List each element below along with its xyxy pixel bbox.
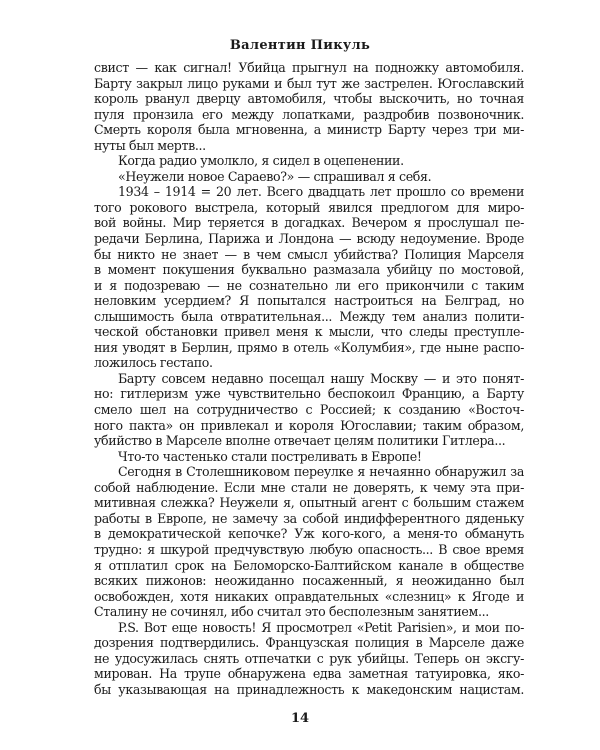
text-line: Смерть короля была мгновенна, а министр Барту через три ми- [94,122,524,138]
text-line: трудно: я шкурой предчувствую любую опасность... В свое время [94,541,524,557]
text-line: Что-то частенько стали постреливать в Европе! [118,448,422,464]
text-line: и я подозреваю — не сознательно ли его прикончили с таким [94,277,524,293]
text-line: но: гитлеризм уже чувствительно беспокоил Францию, а Барту [94,386,524,402]
text-line: ложилось гестапо. [94,355,213,371]
text-line: нуты был мертв... [94,137,206,153]
text-line: ного пакта» он привлекал и короля Югославии; таким образом, [94,417,524,433]
text-line: «Неужели новое Сараево?» — спрашивал я себя. [118,168,432,184]
text-line: не удосужилась снять отпечатки с рук убийцы. Теперь он эксгу- [94,650,524,666]
text-line: смело шел на сотрудничество с Россией; к созданию «Восточ- [94,402,524,418]
text-line: Барту совсем недавно посещал нашу Москву — и это понят- [118,370,524,386]
text-line: всяких пижонов: неожиданно посаженный, я неожиданно был [94,573,524,589]
text-line: бы указывающая на принадлежность к македонским нацистам. [94,681,524,697]
text-line: 1934 – 1914 = 20 лет. Всего двадцать лет прошло со времени [118,184,524,200]
text-line: P.S. Вот еще новость! Я просмотрел «Petit Parisien», и мои по- [118,619,524,635]
text-line: в демократической кепочке? Уж кого-кого, а меня-то обмануть [94,526,524,542]
text-line: бы никто не знает — в чем смысл убийства? Полиция Марселя [94,246,524,262]
text-line: дозрения подтвердились. Французская полиция в Марселе даже [94,635,524,651]
text-line: Барту закрыл лицо руками и был тут же застрелен. Югославский [94,75,524,91]
page-number: 14 [290,711,310,726]
text-line: мирован. На трупе обнаружена едва заметная татуировка, яко- [94,666,524,682]
text-line: убийство в Марселе вполне отвечает целям политики Гитлера... [94,433,506,449]
text-line: я отплатил срок на Беломорско-Балтийском канале в обществе [94,557,524,573]
text-line: митивная слежка? Неужели я, опытный агент с большим стажем [94,495,524,511]
text-line: работы в Европе, не замечу за собой индифферентного дяденьку [94,510,524,526]
text-line: неловким усердием? Я попытался настроиться на Белград, но [94,293,524,309]
text-line: свист — как сигнал! Убийца прыгнул на подножку автомобиля. [94,60,524,75]
text-line: вой войны. Мир теряется в догадках. Вечером я прослушал пе- [94,215,524,231]
text-line: редачи Берлина, Парижа и Лондона — всюду недоумение. Вроде [94,231,524,247]
running-header-author: Валентин Пикуль [229,38,371,53]
text-line: собой наблюдение. Если мне стали не доверять, к чему эта при- [94,479,524,495]
text-line: Когда радио умолкло, я сидел в оцепенении. [118,153,404,169]
text-line: король рванул дверцу автомобиля, чтобы выскочить, но точная [94,91,524,107]
text-line: Сталину не сочинял, ибо считал это бесполезным занятием... [94,604,489,620]
body-text [94,60,524,697]
text-line: пуля пронзила его между лопатками, раздробив позвоночник. [94,106,524,122]
text-line: слышимость была отвратительная... Между тем анализ полити- [94,308,524,324]
text-line: в момент покушения буквально размазала убийцу по мостовой, [94,262,524,278]
text-line: Сегодня в Столешниковом переулке я нечаянно обнаружил за [118,464,524,480]
text-line: освобожден, хотя никаких оправдательных «слезниц» к Ягоде и [94,588,524,604]
text-line: ческой обстановки привел меня к мысли, что следы преступле- [94,324,524,340]
text-line: ния уводят в Берлин, прямо в отель «Колумбия», где ныне распо- [94,339,524,355]
text-line: того рокового выстрела, который явился предлогом для миро- [94,199,524,215]
